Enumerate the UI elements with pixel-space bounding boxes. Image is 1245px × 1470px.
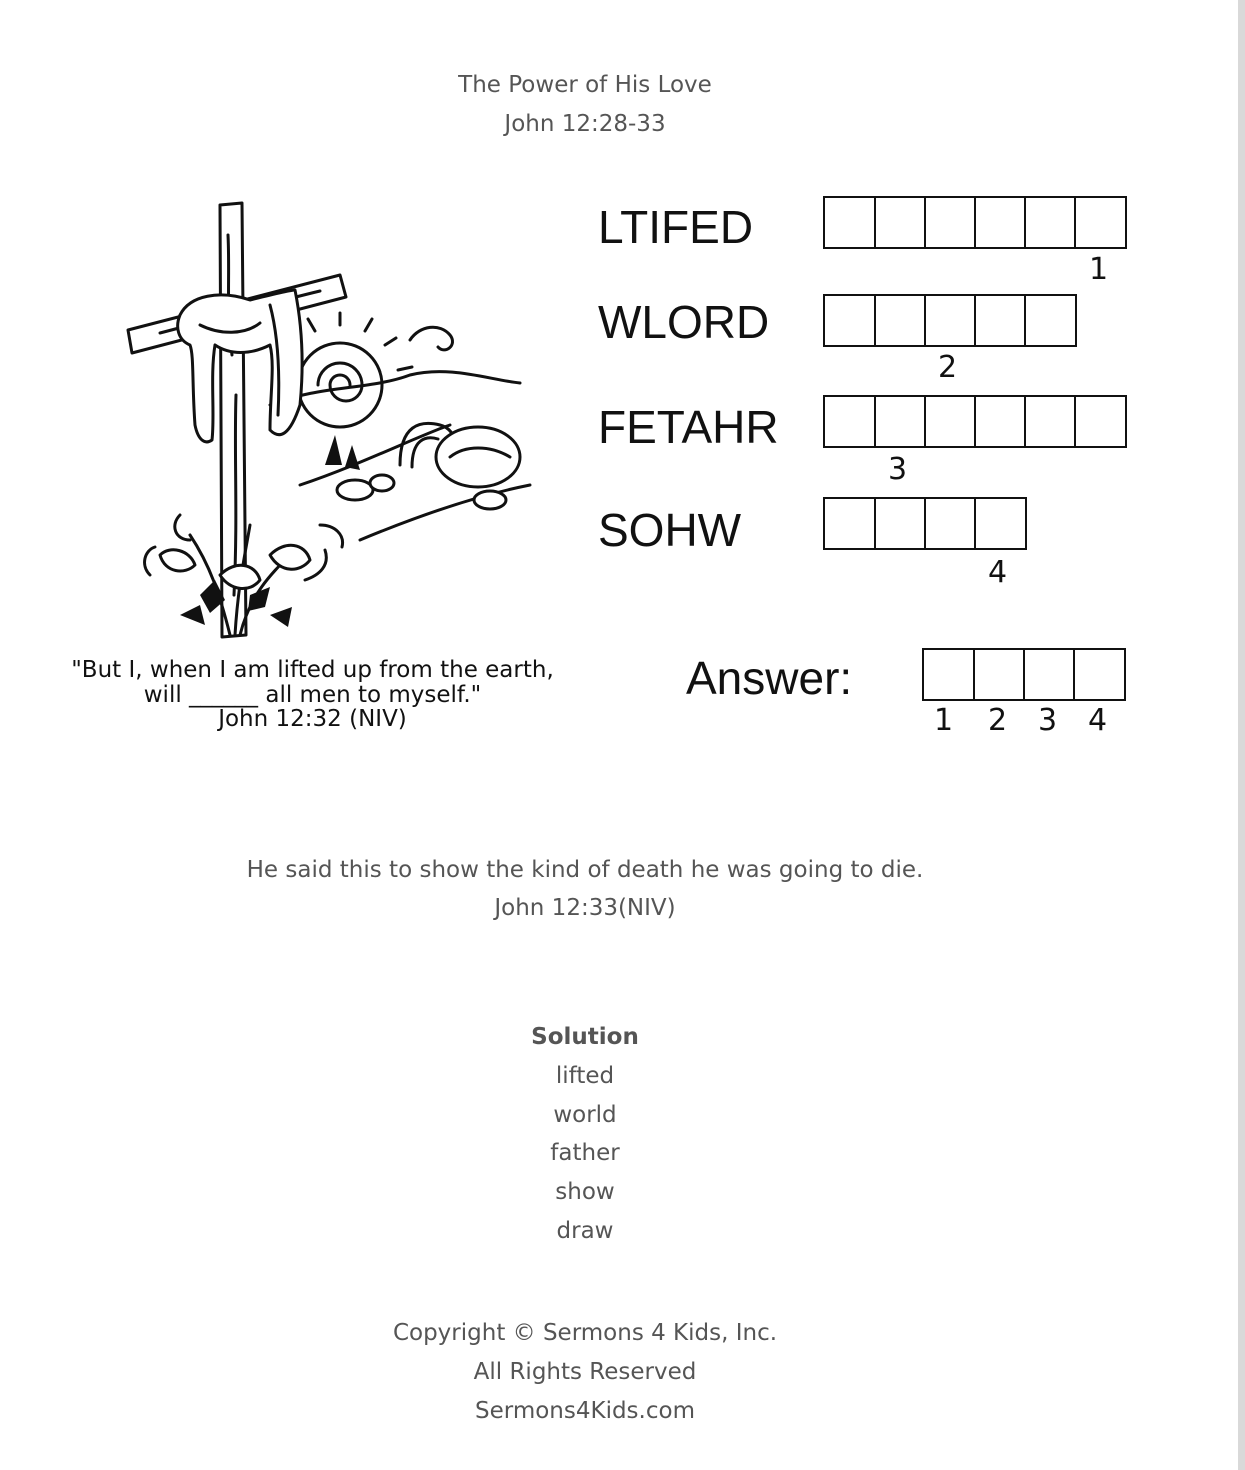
scrambled-word-3: FETAHR [598, 401, 779, 453]
answer-number-3: 3 [1038, 703, 1058, 738]
scrambled-word-1: LTIFED [598, 201, 754, 253]
page-edge [1238, 0, 1245, 1470]
answer-boxes-4[interactable] [823, 497, 1027, 550]
cross-tomb-illustration [120, 195, 550, 655]
answer-boxes-3[interactable] [823, 395, 1127, 448]
answer-number-2: 2 [988, 703, 1008, 738]
copyright-text: Copyright © Sermons 4 Kids, Inc. [392, 1320, 778, 1346]
solution-item: lifted [555, 1063, 615, 1089]
verse-line-2: will ______ all men to myself." [143, 682, 482, 708]
marker-2: 2 [938, 350, 958, 385]
solution-item: world [553, 1102, 617, 1128]
answer-boxes-2[interactable] [823, 294, 1077, 347]
site-link[interactable]: Sermons4Kids.com [475, 1398, 695, 1424]
scripture-reference: John 12:33(NIV) [494, 895, 676, 921]
solution-item: show [555, 1179, 615, 1205]
solution-item: father [550, 1140, 620, 1166]
answer-number-4: 4 [1088, 703, 1108, 738]
answer-number-1: 1 [934, 703, 954, 738]
scrambled-word-4: SOHW [598, 504, 742, 556]
marker-4: 4 [988, 555, 1008, 590]
page-title: The Power of His Love [458, 72, 712, 98]
scrambled-word-2: WLORD [598, 296, 770, 348]
marker-1: 1 [1089, 252, 1109, 287]
solution-item: draw [556, 1218, 614, 1244]
scripture-text: He said this to show the kind of death he was going to die. [246, 857, 924, 883]
marker-3: 3 [888, 452, 908, 487]
answer-label: Answer: [686, 652, 853, 704]
final-answer-boxes[interactable] [922, 648, 1126, 701]
rights-text: All Rights Reserved [473, 1359, 697, 1385]
page-reference: John 12:28-33 [504, 111, 666, 137]
verse-line-1: "But I, when I am lifted up from the earth, [71, 657, 554, 683]
solution-heading: Solution [531, 1024, 639, 1050]
answer-boxes-1[interactable] [823, 196, 1127, 249]
verse-reference: John 12:32 (NIV) [218, 706, 407, 732]
